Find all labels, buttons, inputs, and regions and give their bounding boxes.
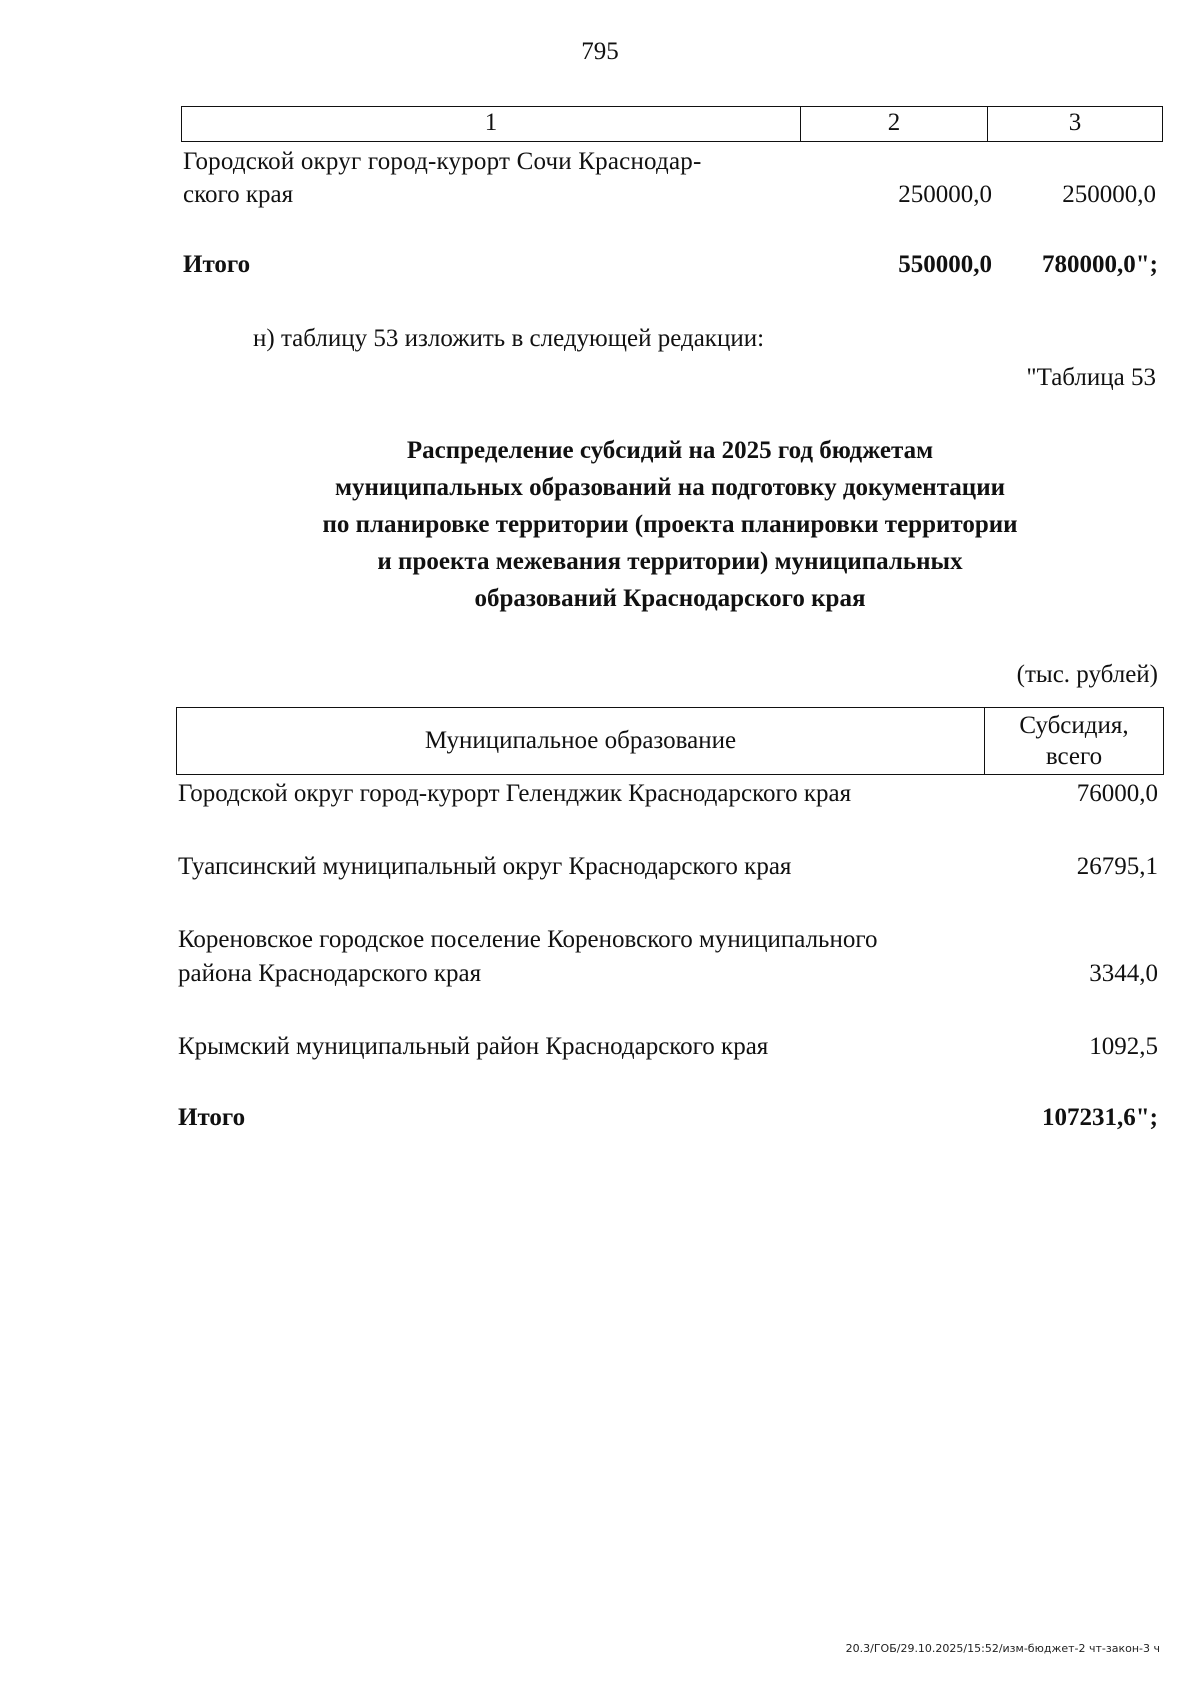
table1-total-value2: 550000,0 [898, 251, 992, 278]
table2-header-subsidy [985, 708, 1163, 774]
table1-total-value3: 780000,0"; [1042, 251, 1158, 278]
title-line: и проекта межевания территории) муниципальных [377, 548, 963, 575]
table2-row-name: Кореновское городское поселение Кореновского муниципального [178, 926, 878, 953]
table2-title [240, 432, 1100, 617]
table1-header-row [181, 106, 1163, 142]
table1-header-col1: 1 [182, 107, 801, 141]
units-label: (тыс. рублей) [1016, 661, 1158, 688]
title-line: Распределение субсидий на 2025 год бюджетам [406, 437, 934, 464]
table2-header-row [176, 707, 1164, 775]
footer-stamp: 20.3/ГОБ/29.10.2025/15:52/изм-бюджет-2 чт-закон-3 ч [845, 1642, 1160, 1655]
instruction-text: н) таблицу 53 изложить в следующей редакции: [253, 325, 765, 352]
table1-header-col2: 2 [801, 107, 988, 141]
table2-row-name: Городской округ город-курорт Геленджик Краснодарского края [178, 780, 852, 807]
title-line: образований Краснодарского края [474, 585, 866, 612]
title-line: по планировке территории (проекта планировки территории [322, 511, 1018, 538]
table1-total-label: Итого [183, 251, 251, 278]
title-line: муниципальных образований на подготовку документации [334, 474, 1006, 501]
table2-row-name-line2: района Краснодарского края [178, 960, 482, 987]
table2-header-subsidy-line2: всего [1045, 743, 1103, 770]
table2-header-municipality: Муниципальное образование [177, 708, 985, 774]
table2-row-name: Крымский муниципальный район Краснодарского края [178, 1033, 769, 1060]
page-number: 795 [581, 38, 619, 65]
table2-total-value: 107231,6"; [1042, 1104, 1158, 1131]
table1-row-name-line2: ского края [183, 181, 294, 208]
table2-row-value: 76000,0 [1076, 780, 1158, 807]
table2-total-label: Итого [178, 1104, 246, 1131]
table2-row-value: 26795,1 [1076, 853, 1158, 880]
table2-row-name: Туапсинский муниципальный округ Краснодарского края [178, 853, 792, 880]
table1-header-col3: 3 [1068, 109, 1082, 136]
table2-row-value: 3344,0 [1089, 960, 1158, 987]
table1-row-name-line1: Городской округ город-курорт Сочи Краснодар- [183, 148, 702, 175]
table1-row-value2: 250000,0 [898, 181, 992, 208]
table1-row-value3: 250000,0 [1062, 181, 1156, 208]
table2-header-subsidy-line1: Субсидия, [1019, 712, 1129, 739]
table-label: "Таблица 53 [1026, 364, 1156, 391]
table2-row-value: 1092,5 [1089, 1033, 1158, 1060]
